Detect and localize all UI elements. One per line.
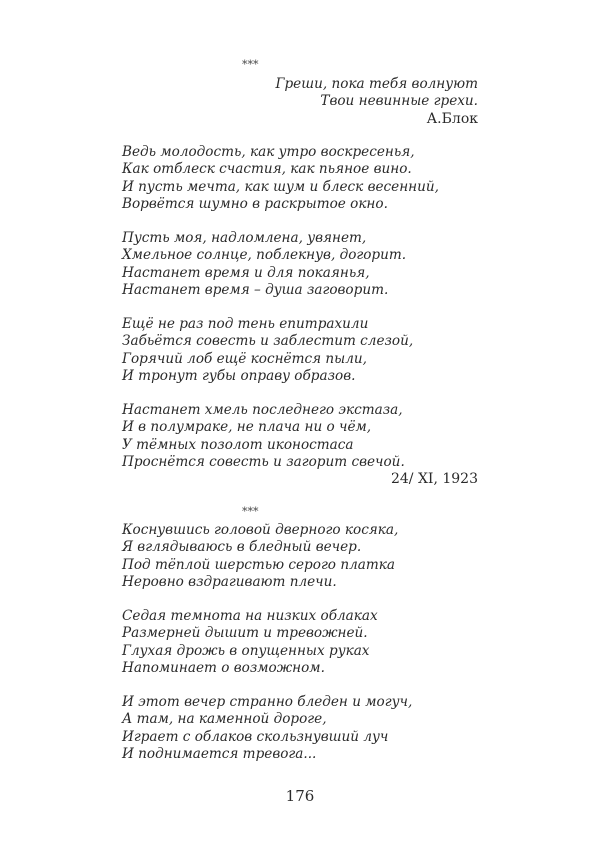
separator: ***	[242, 58, 259, 71]
epigraph-author: А.Блок	[426, 110, 478, 127]
stanza	[122, 694, 478, 763]
verse-line: Как отблеск счастия, как пьяное вино.	[122, 161, 412, 178]
verse-line: Играет с облаков скользнувший луч	[122, 728, 389, 745]
verse-line: И этот вечер странно бледен и могуч,	[122, 694, 413, 710]
verse-line: Неровно вздрагивают плечи.	[122, 573, 337, 590]
verse-line: Ворвётся шумно в раскрытое окно.	[122, 195, 388, 212]
verse-line: Хмельное солнце, поблекнув, догорит.	[122, 247, 407, 264]
verse-line: Настанет время и для покаянья,	[122, 264, 370, 281]
verse-line: Ведь молодость, как утро воскресенья,	[122, 144, 415, 160]
epigraph	[122, 76, 478, 128]
verse-line: И в полумраке, не плача ни о чём,	[122, 419, 372, 436]
verse-line: И тронут губы оправу образов.	[122, 367, 356, 384]
stanza	[122, 230, 478, 299]
poem-date: 24/ XI, 1923	[390, 471, 478, 488]
verse-line: Седая темнота на низких облаках	[122, 608, 378, 624]
epigraph-line: Греши, пока тебя волнуют	[275, 76, 478, 92]
stanza	[122, 522, 478, 591]
stanza	[122, 608, 478, 677]
verse-line: И пусть мечта, как шум и блеск весенний,	[122, 178, 439, 195]
verse-line: Пусть моя, надломлена, увянет,	[122, 230, 367, 246]
verse-line: Коснувшись головой дверного косяка,	[122, 522, 399, 538]
stanza	[122, 402, 478, 488]
verse-line: Забьётся совесть и заблестит слезой,	[122, 333, 414, 350]
stanza	[122, 144, 478, 213]
verse-line: Настанет время – душа заговорит.	[122, 281, 389, 298]
verse-line: Напоминает о возможном.	[122, 659, 325, 676]
verse-line: Под тёплой шерстью серого платка	[122, 556, 395, 573]
page-number: 176	[285, 787, 315, 805]
verse-line: Размерней дышит и тревожней.	[122, 625, 368, 642]
separator: ***	[242, 505, 259, 518]
verse-line: Настанет хмель последнего экстаза,	[122, 402, 403, 418]
verse-line: Ещё не раз под тень епитрахили	[122, 316, 369, 332]
epigraph-line: Твои невинные грехи.	[320, 93, 478, 110]
verse-line: А там, на каменной дороге,	[122, 711, 327, 728]
stanza	[122, 316, 478, 385]
verse-line: Я вглядываюсь в бледный вечер.	[122, 539, 362, 556]
verse-line: Глухая дрожь в опущенных руках	[122, 642, 370, 659]
verse-line: У тёмных позолот иконостаса	[122, 436, 354, 453]
verse-line: Горячий лоб ещё коснётся пыли,	[122, 350, 367, 367]
verse-line: Проснётся совесть и загорит свечой.	[122, 453, 405, 470]
verse-line: И поднимается тревога...	[122, 745, 317, 762]
